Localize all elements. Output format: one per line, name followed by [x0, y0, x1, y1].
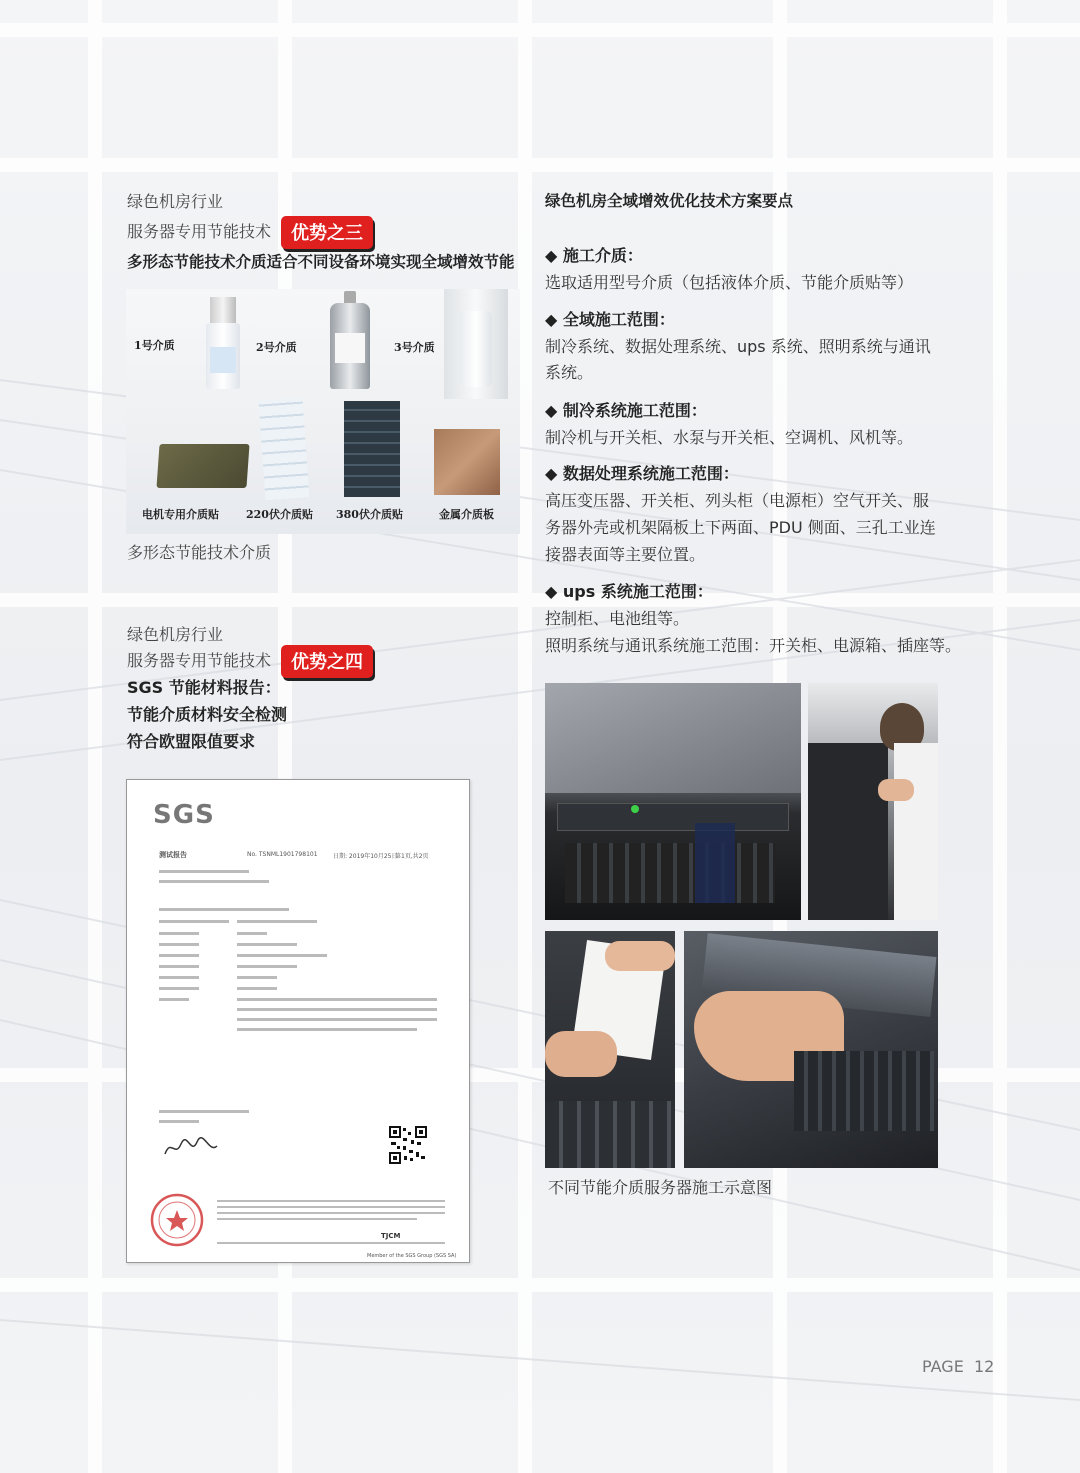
sgs-heading-1: SGS 节能材料报告：: [127, 678, 281, 697]
worker-applying-patch-photo-3: [684, 931, 938, 1168]
doc-footer-member: Member of the SGS Group (SGS SA): [367, 1253, 457, 1259]
plan-title: 绿色机房全域增效优化技术方案要点: [545, 192, 794, 210]
product-label-2: 2号介质: [256, 341, 297, 354]
section-4-body-line-1: 高压变压器、开关柜、列头柜（电源柜）空气开关、服: [545, 491, 930, 510]
section-3-body: 制冷机与开关柜、水泵与开关柜、空调机、风机等。: [545, 428, 914, 447]
metal-plate-image: [434, 429, 500, 495]
industry-label: 绿色机房行业: [127, 192, 224, 211]
section-5-body-line-1: 控制柜、电池组等。: [545, 609, 690, 628]
signature-image: [161, 1136, 221, 1160]
products-caption: 多形态节能技术介质: [127, 543, 272, 562]
report-page: 第1页,共2页: [395, 853, 429, 860]
report-number: No. TSNML1901798101: [247, 851, 318, 858]
patch-220v-image: [259, 398, 310, 501]
section-1-body: 选取适用型号介质（包括液体介质、节能介质贴等）: [545, 273, 914, 292]
product-label-4: 电机专用介质贴: [142, 508, 219, 521]
report-title: 测试报告: [159, 851, 187, 859]
motor-patch-image: [156, 444, 249, 488]
patch-380v-image: [344, 401, 400, 497]
advantage-badge-2: 优势之四: [281, 645, 373, 678]
technology-label-2: 服务器专用节能技术: [127, 651, 272, 670]
section-2-heading: ◆ 全域施工范围：: [545, 310, 675, 329]
sgs-heading-2: 节能介质材料安全检测: [127, 705, 288, 724]
product-label-5: 220伏介质贴: [246, 508, 313, 521]
section-4-body-line-3: 接器表面等主要位置。: [545, 545, 706, 564]
bottle-1-image: [210, 297, 236, 323]
photos-caption: 不同节能介质服务器施工示意图: [548, 1178, 773, 1197]
section-headline: 多形态节能技术介质适合不同设备环境实现全域增效节能: [127, 253, 515, 271]
worker-applying-patch-photo-1: [808, 683, 938, 920]
section-2-body-line-1: 制冷系统、数据处理系统、ups 系统、照明系统与通讯: [545, 337, 931, 356]
section-5-heading: ◆ ups 系统施工范围：: [545, 582, 713, 601]
sgs-report-document: [126, 779, 470, 1263]
product-photo-panel: [126, 289, 520, 534]
sgs-logo: SGS: [153, 800, 215, 830]
advantage-badge: 优势之三: [281, 216, 373, 249]
bottle-3-image: [444, 289, 508, 399]
bottle-2-body: [330, 303, 370, 389]
product-label-1: 1号介质: [134, 339, 175, 352]
official-seal-stamp: [149, 1192, 205, 1248]
technology-label: 服务器专用节能技术: [127, 222, 272, 241]
page-number: PAGE 12: [922, 1357, 995, 1376]
bottle-1-body: [206, 323, 240, 389]
server-rack-photo-1: [545, 683, 801, 920]
section-4-body-line-2: 务器外壳或机架隔板上下两面、PDU 侧面、三孔工业连: [545, 518, 936, 537]
sgs-heading-3: 符合欧盟限值要求: [127, 732, 256, 751]
worker-applying-patch-photo-2: [545, 931, 675, 1168]
report-date: 日期: 2019年10月25日: [333, 853, 398, 860]
section-3-heading: ◆ 制冷系统施工范围：: [545, 401, 707, 420]
qr-code-image: [389, 1126, 427, 1164]
product-label-6: 380伏介质贴: [336, 508, 403, 521]
section-2-body-line-2: 系统。: [545, 363, 594, 382]
section-1-heading: ◆ 施工介质：: [545, 246, 643, 265]
product-label-7: 金属介质板: [439, 508, 494, 521]
section-5-body-line-2: 照明系统与通讯系统施工范围：开关柜、电源箱、插座等。: [545, 636, 962, 655]
industry-label-2: 绿色机房行业: [127, 625, 224, 644]
product-label-3: 3号介质: [394, 341, 435, 354]
section-4-heading: ◆ 数据处理系统施工范围：: [545, 464, 739, 483]
doc-footer-code: TJCM: [381, 1232, 401, 1240]
